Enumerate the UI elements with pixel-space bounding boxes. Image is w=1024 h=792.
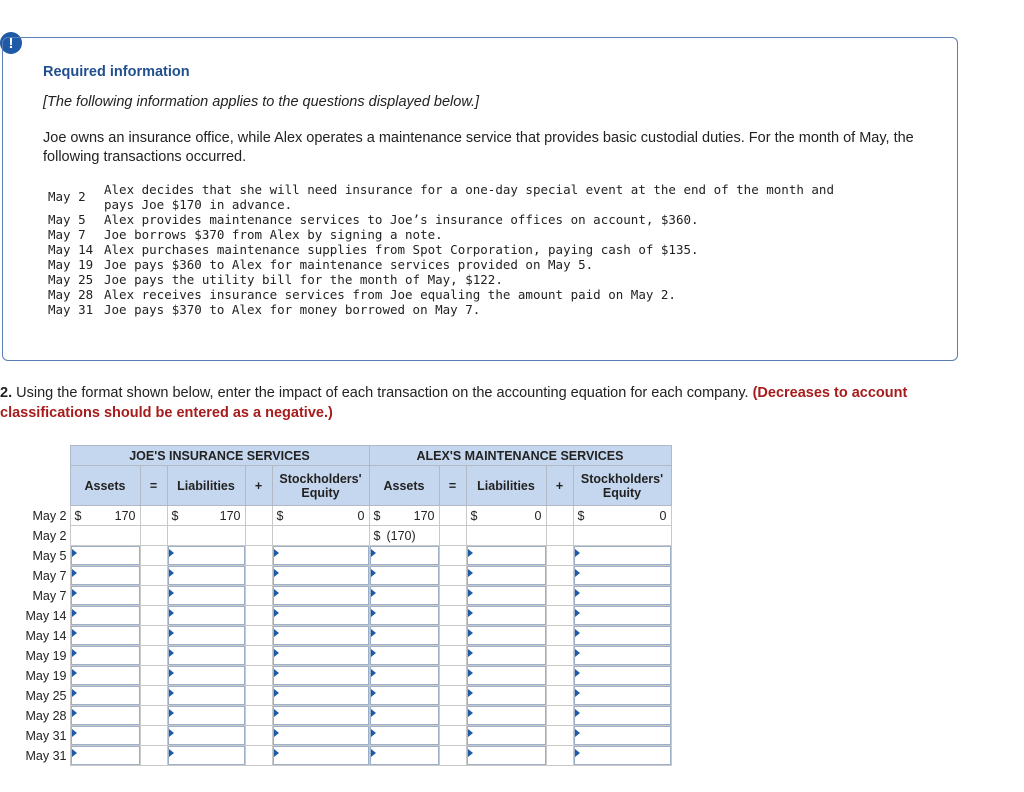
row-date: May 19 xyxy=(25,648,67,663)
equals-cell xyxy=(439,726,466,746)
joe-assets-value: $ 170 xyxy=(70,506,140,526)
joe-liabilities-input[interactable] xyxy=(168,586,245,605)
joe-equity-input[interactable] xyxy=(273,626,369,645)
alex-equity-input[interactable] xyxy=(574,646,671,665)
transaction-row xyxy=(48,212,699,227)
input-row xyxy=(0,626,671,646)
joe-assets-input-cell xyxy=(70,726,140,746)
joe-liabilities-input-cell xyxy=(167,706,245,726)
cell-empty xyxy=(466,526,546,546)
alex-equity-input[interactable] xyxy=(574,686,671,705)
equals-cell xyxy=(140,546,167,566)
alex-equity-input-cell xyxy=(573,686,671,706)
joe-equity-input[interactable] xyxy=(273,646,369,665)
alex-liabilities-input-cell xyxy=(466,686,546,706)
alex-assets-input[interactable] xyxy=(370,606,439,625)
alex-assets-header: Assets xyxy=(369,466,439,506)
cell-empty xyxy=(140,506,167,526)
input-row xyxy=(0,666,671,686)
alex-assets-input[interactable] xyxy=(370,706,439,725)
joe-equity-header: Stockholders' Equity xyxy=(272,466,369,506)
joe-equity-input-cell xyxy=(272,586,369,606)
row-date: May 25 xyxy=(25,688,67,703)
joe-liabilities-input[interactable] xyxy=(168,686,245,705)
alex-liabilities-input-cell xyxy=(466,726,546,746)
alex-assets-input[interactable] xyxy=(370,646,439,665)
equals-cell xyxy=(140,566,167,586)
alex-liabilities-input-cell xyxy=(466,646,546,666)
alex-liabilities-input-cell xyxy=(466,546,546,566)
row-date: May 14 xyxy=(25,628,67,643)
alex-assets-input-cell xyxy=(369,706,439,726)
joe-assets-input-cell xyxy=(70,666,140,686)
transaction-date: May 2 xyxy=(48,189,86,204)
question-body: Using the format shown below, enter the impact of each transaction on the accounting equation for each company. xyxy=(12,385,753,401)
joe-liabilities-input-cell xyxy=(167,546,245,566)
equals-sign: = xyxy=(140,466,167,506)
alex-equity-input[interactable] xyxy=(574,746,671,765)
equals-cell xyxy=(439,706,466,726)
joe-assets-input[interactable] xyxy=(71,726,140,745)
equals-cell xyxy=(439,686,466,706)
cell-empty xyxy=(167,526,245,546)
question-text xyxy=(0,383,1000,423)
input-row xyxy=(0,706,671,726)
plus-cell xyxy=(546,646,573,666)
alex-liabilities-input-cell xyxy=(466,606,546,626)
joe-assets-input-cell xyxy=(70,706,140,726)
joe-assets-input[interactable] xyxy=(71,706,140,725)
cell-empty xyxy=(245,526,272,546)
plus-cell xyxy=(546,566,573,586)
alex-liabilities-input-cell xyxy=(466,626,546,646)
plus-cell xyxy=(546,706,573,726)
alex-assets-input-cell xyxy=(369,586,439,606)
plus-cell xyxy=(245,566,272,586)
joe-assets-input[interactable] xyxy=(71,606,140,625)
alex-liabilities-input[interactable] xyxy=(467,626,546,645)
transaction-date: May 31 xyxy=(48,302,94,317)
joe-assets-input[interactable] xyxy=(71,646,140,665)
alex-equity-input-cell xyxy=(573,726,671,746)
row-date: May 31 xyxy=(25,748,67,763)
alex-liabilities-input[interactable] xyxy=(467,606,546,625)
alex-assets-input-cell xyxy=(369,566,439,586)
plus-cell xyxy=(245,626,272,646)
input-row xyxy=(0,606,671,626)
joe-liabilities-input-cell xyxy=(167,746,245,766)
input-row xyxy=(0,646,671,666)
joe-liabilities-input-cell xyxy=(167,726,245,746)
transaction-text: Joe pays the utility bill for the month of May, $122. xyxy=(104,272,503,287)
alex-liabilities-input[interactable] xyxy=(467,726,546,745)
transaction-date: May 5 xyxy=(48,212,86,227)
intro-paragraph: Joe owns an insurance office, while Alex operates a maintenance service that provides basic custodial duties. For the month of May, the following transactions occurred. xyxy=(43,130,914,165)
joe-assets-input-cell xyxy=(70,566,140,586)
input-row xyxy=(0,746,671,766)
plus-cell xyxy=(546,666,573,686)
alex-equity-input-cell xyxy=(573,546,671,566)
plus-cell xyxy=(546,546,573,566)
input-row xyxy=(0,566,671,586)
alex-equity-input-cell xyxy=(573,666,671,686)
equals-cell xyxy=(140,666,167,686)
joe-equity-input-cell xyxy=(272,606,369,626)
row-date: May 7 xyxy=(32,568,67,583)
cell-empty xyxy=(546,526,573,546)
transaction-row xyxy=(48,287,676,302)
row-date: May 14 xyxy=(25,608,67,623)
alex-assets-input-cell xyxy=(369,646,439,666)
joe-equity-input[interactable] xyxy=(273,666,369,685)
joe-assets-input-cell xyxy=(70,586,140,606)
alex-liabilities-input-cell xyxy=(466,746,546,766)
plus-cell xyxy=(245,606,272,626)
row-date: May 5 xyxy=(32,548,67,563)
plus-cell xyxy=(245,746,272,766)
alex-equity-input-cell xyxy=(573,746,671,766)
plus-cell xyxy=(546,626,573,646)
joe-liabilities-input-cell xyxy=(167,586,245,606)
joe-assets-input-cell xyxy=(70,686,140,706)
transaction-text: Alex provides maintenance services to Joe’s insurance offices on account, $360. xyxy=(104,212,699,227)
alex-assets-input[interactable] xyxy=(370,546,439,565)
transaction-text: Alex decides that she will need insurance for a one-day special event at the end of the month and pays Joe $170 in advance. xyxy=(104,182,834,212)
transaction-row xyxy=(48,257,593,272)
joe-equity-input-cell xyxy=(272,726,369,746)
transaction-text: Joe borrows $370 from Alex by signing a note. xyxy=(104,227,443,242)
alex-equity-input-cell xyxy=(573,586,671,606)
alex-equity-header: Stockholders' Equity xyxy=(573,466,671,506)
joe-assets-input-cell xyxy=(70,646,140,666)
equals-cell xyxy=(140,686,167,706)
required-info-subtitle: [The following information applies to the questions displayed below.] xyxy=(43,94,480,110)
alex-liabilities-input-cell xyxy=(466,566,546,586)
alex-equity-input-cell xyxy=(573,646,671,666)
alex-equity-input[interactable] xyxy=(574,626,671,645)
cell-empty xyxy=(573,526,671,546)
alex-assets-input-cell xyxy=(369,686,439,706)
alex-assets-input[interactable] xyxy=(370,566,439,585)
cell-empty xyxy=(272,526,369,546)
equals-cell xyxy=(140,706,167,726)
alex-liabilities-header: Liabilities xyxy=(466,466,546,506)
joe-liabilities-input-cell xyxy=(167,686,245,706)
cell-empty xyxy=(439,526,466,546)
plus-sign: + xyxy=(245,466,272,506)
equals-cell xyxy=(439,646,466,666)
header-spacer xyxy=(0,466,70,506)
cell-empty xyxy=(70,526,140,546)
transaction-date: May 7 xyxy=(48,227,86,242)
joe-equity-input-cell xyxy=(272,666,369,686)
equals-cell xyxy=(140,646,167,666)
alex-assets-input-cell xyxy=(369,606,439,626)
cell-empty xyxy=(140,526,167,546)
alex-liabilities-value: $ 0 xyxy=(466,506,546,526)
joe-equity-input-cell xyxy=(272,546,369,566)
alex-equity-value: $ 0 xyxy=(573,506,671,526)
joe-liabilities-value: $ 170 xyxy=(167,506,245,526)
plus-sign: + xyxy=(546,466,573,506)
cell-empty xyxy=(245,506,272,526)
alex-assets-input[interactable] xyxy=(370,686,439,705)
joe-equity-input[interactable] xyxy=(273,586,369,605)
alex-assets-value: $ 170 xyxy=(369,506,439,526)
joe-assets-input-cell xyxy=(70,606,140,626)
transaction-row xyxy=(48,242,699,257)
joe-liabilities-input-cell xyxy=(167,626,245,646)
plus-cell xyxy=(546,586,573,606)
alex-company-header: ALEX'S MAINTENANCE SERVICES xyxy=(369,446,671,466)
row-date: May 7 xyxy=(32,588,67,603)
joe-equity-input[interactable] xyxy=(273,686,369,705)
input-row xyxy=(0,546,671,566)
alex-equity-input[interactable] xyxy=(574,726,671,745)
equals-cell xyxy=(140,726,167,746)
transaction-date: May 14 xyxy=(48,242,94,257)
plus-cell xyxy=(546,686,573,706)
equals-sign: = xyxy=(439,466,466,506)
transaction-date: May 28 xyxy=(48,287,94,302)
joe-assets-input[interactable] xyxy=(71,746,140,765)
plus-cell xyxy=(546,606,573,626)
joe-assets-input-cell xyxy=(70,746,140,766)
alex-equity-input-cell xyxy=(573,626,671,646)
transaction-text: Alex receives insurance services from Joe equaling the amount paid on May 2. xyxy=(104,287,676,302)
alex-liabilities-input-cell xyxy=(466,706,546,726)
plus-cell xyxy=(245,726,272,746)
alex-equity-input-cell xyxy=(573,566,671,586)
alex-liabilities-input-cell xyxy=(466,666,546,686)
alex-liabilities-input[interactable] xyxy=(467,666,546,685)
joe-equity-input[interactable] xyxy=(273,726,369,745)
joe-assets-input[interactable] xyxy=(71,566,140,585)
alex-equity-input[interactable] xyxy=(574,606,671,625)
plus-cell xyxy=(245,706,272,726)
header-spacer xyxy=(0,446,70,466)
joe-assets-input[interactable] xyxy=(71,686,140,705)
joe-assets-input-cell xyxy=(70,626,140,646)
alex-liabilities-input-cell xyxy=(466,586,546,606)
alex-assets-input[interactable] xyxy=(370,666,439,685)
joe-equity-input[interactable] xyxy=(273,746,369,765)
plus-cell xyxy=(546,726,573,746)
joe-equity-input-cell xyxy=(272,646,369,666)
equals-cell xyxy=(439,666,466,686)
joe-assets-input[interactable] xyxy=(71,626,140,645)
required-info-title: Required information xyxy=(43,64,190,80)
joe-liabilities-input-cell xyxy=(167,666,245,686)
equals-cell xyxy=(140,626,167,646)
plus-cell xyxy=(245,646,272,666)
plus-cell xyxy=(245,546,272,566)
joe-equity-input[interactable] xyxy=(273,546,369,565)
worksheet-table xyxy=(0,445,672,766)
equals-cell xyxy=(439,546,466,566)
plus-cell xyxy=(245,586,272,606)
transaction-text: Joe pays $360 to Alex for maintenance services provided on May 5. xyxy=(104,257,594,272)
question-number: 2. xyxy=(0,385,13,401)
plus-cell xyxy=(546,746,573,766)
alex-assets-input-cell xyxy=(369,726,439,746)
joe-equity-input[interactable] xyxy=(273,706,369,725)
transaction-date: May 19 xyxy=(48,257,94,272)
alex-liabilities-input[interactable] xyxy=(467,586,546,605)
joe-assets-input-cell xyxy=(70,546,140,566)
alex-equity-input[interactable] xyxy=(574,706,671,725)
plus-cell xyxy=(245,686,272,706)
joe-liabilities-header: Liabilities xyxy=(167,466,245,506)
joe-liabilities-input[interactable] xyxy=(168,566,245,585)
alex-equity-input[interactable] xyxy=(574,586,671,605)
joe-liabilities-input[interactable] xyxy=(168,706,245,725)
row-date: May 31 xyxy=(25,728,67,743)
transaction-row xyxy=(48,227,443,242)
joe-liabilities-input[interactable] xyxy=(168,646,245,665)
transaction-text: Alex purchases maintenance supplies from Spot Corporation, paying cash of $135. xyxy=(104,242,699,257)
joe-liabilities-input[interactable] xyxy=(168,626,245,645)
joe-assets-input[interactable] xyxy=(71,546,140,565)
row-date: May 19 xyxy=(25,668,67,683)
alex-assets-value: $ (170) xyxy=(369,526,439,546)
joe-liabilities-input[interactable] xyxy=(168,546,245,565)
alex-liabilities-input[interactable] xyxy=(467,686,546,705)
equals-cell xyxy=(439,566,466,586)
cell-empty xyxy=(439,506,466,526)
alex-assets-input-cell xyxy=(369,546,439,566)
equals-cell xyxy=(140,746,167,766)
equals-cell xyxy=(140,606,167,626)
alex-equity-input-cell xyxy=(573,706,671,726)
joe-assets-header: Assets xyxy=(70,466,140,506)
row-date: May 28 xyxy=(25,708,67,723)
plus-cell xyxy=(245,666,272,686)
alex-equity-input[interactable] xyxy=(574,546,671,565)
equals-cell xyxy=(439,746,466,766)
joe-equity-input-cell xyxy=(272,686,369,706)
joe-equity-input-cell xyxy=(272,746,369,766)
alex-equity-input-cell xyxy=(573,606,671,626)
transaction-date: May 25 xyxy=(48,272,94,287)
joe-liabilities-input[interactable] xyxy=(168,726,245,745)
joe-equity-input-cell xyxy=(272,706,369,726)
transaction-row xyxy=(48,272,503,287)
joe-equity-input-cell xyxy=(272,566,369,586)
joe-liabilities-input-cell xyxy=(167,606,245,626)
alex-assets-input-cell xyxy=(369,626,439,646)
joe-equity-input-cell xyxy=(272,626,369,646)
alex-liabilities-input[interactable] xyxy=(467,746,546,765)
row-date: May 2 xyxy=(32,508,67,523)
alex-liabilities-input[interactable] xyxy=(467,646,546,665)
input-row xyxy=(0,586,671,606)
transaction-row xyxy=(48,182,834,212)
alex-equity-input[interactable] xyxy=(574,566,671,585)
equals-cell xyxy=(439,586,466,606)
joe-liabilities-input[interactable] xyxy=(168,606,245,625)
joe-assets-input[interactable] xyxy=(71,666,140,685)
alex-assets-input-cell xyxy=(369,666,439,686)
joe-equity-input[interactable] xyxy=(273,606,369,625)
joe-assets-input[interactable] xyxy=(71,586,140,605)
alex-assets-input-cell xyxy=(369,746,439,766)
joe-liabilities-input-cell xyxy=(167,566,245,586)
alert-icon: ! xyxy=(0,32,22,54)
equals-cell xyxy=(439,626,466,646)
joe-equity-input[interactable] xyxy=(273,566,369,585)
transaction-row xyxy=(48,302,480,317)
transaction-text: Joe pays $370 to Alex for money borrowed on May 7. xyxy=(104,302,481,317)
alex-assets-input[interactable] xyxy=(370,626,439,645)
alex-equity-input[interactable] xyxy=(574,666,671,685)
alex-liabilities-input[interactable] xyxy=(467,566,546,585)
joe-equity-value: $ 0 xyxy=(272,506,369,526)
joe-company-header: JOE'S INSURANCE SERVICES xyxy=(70,446,369,466)
input-row xyxy=(0,726,671,746)
alex-liabilities-input[interactable] xyxy=(467,706,546,725)
alex-assets-input[interactable] xyxy=(370,726,439,745)
equals-cell xyxy=(439,606,466,626)
alex-assets-input[interactable] xyxy=(370,746,439,765)
joe-liabilities-input[interactable] xyxy=(168,666,245,685)
equals-cell xyxy=(140,586,167,606)
joe-liabilities-input[interactable] xyxy=(168,746,245,765)
cell-empty xyxy=(546,506,573,526)
question-note: (Decreases to account classifications should be entered as a negative.) xyxy=(0,385,908,421)
input-row xyxy=(0,686,671,706)
alex-liabilities-input[interactable] xyxy=(467,546,546,565)
joe-liabilities-input-cell xyxy=(167,646,245,666)
alex-assets-input[interactable] xyxy=(370,586,439,605)
row-date: May 2 xyxy=(32,528,67,543)
